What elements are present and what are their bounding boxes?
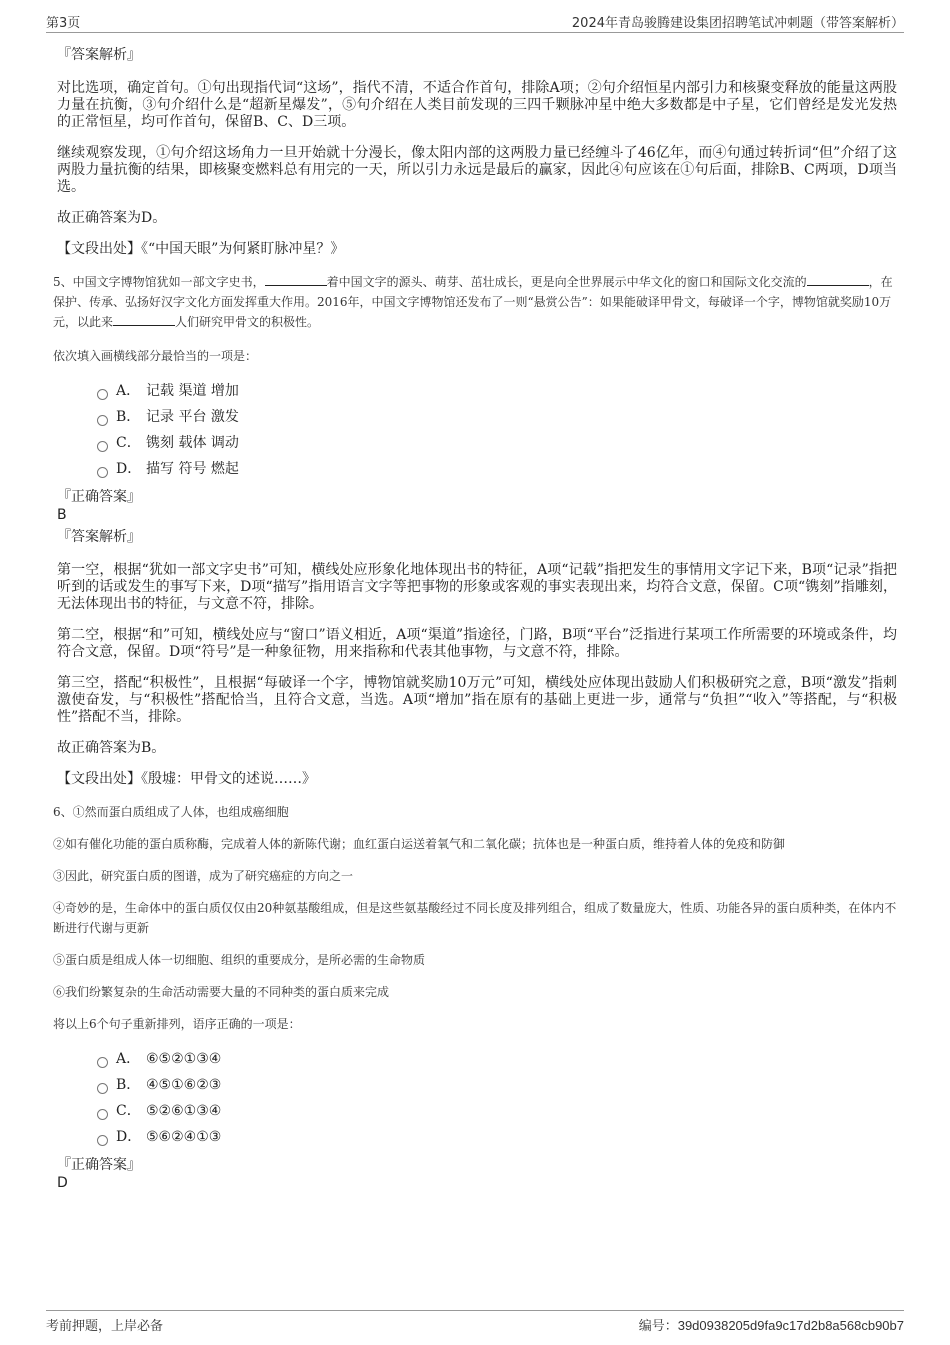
q5-analysis-heading: 『答案解析』 [57, 529, 141, 545]
q5-blank-2 [807, 273, 869, 286]
radio-icon[interactable] [97, 441, 108, 452]
footer-code [639, 1315, 904, 1334]
q5-instruction: 依次填入画横线部分最恰当的一项是： [53, 349, 258, 363]
radio-icon[interactable] [97, 389, 108, 400]
q5-analysis-paragraph-1: 第一空，根据“犹如一部文字史书”可知，横线处应形象化地体现出书的特征，A项“记载”指把发生的事情用文字记下来，B项“记录”指把听到的话或发生的事写下来，D项“描写”指用语言文字等把事物的形象或客观的事实表现出来，均符合文意，保留。C项“镌刻”指雕刻，无法体现出书的特征，与文意不符，排除。 [57, 562, 897, 612]
radio-icon[interactable] [97, 467, 108, 478]
radio-icon[interactable] [97, 415, 108, 426]
page-header [46, 12, 904, 33]
option-letter: C． [116, 1103, 141, 1119]
option-letter: D． [116, 1129, 142, 1145]
footer-code-label: 编号： [638, 1319, 678, 1334]
q4-source: 【文段出处】《“中国天眼”为何紧盯脉冲星？》 [57, 241, 345, 257]
q6-sentence-2: ②如有催化功能的蛋白质称酶，完成着人体的新陈代谢；血红蛋白运送着氧气和二氧化碳；抗体也是一种蛋白质，维持着人体的免疫和防御 [53, 837, 786, 851]
q5-stem-part-3: ，在保护、传承、弘扬好汉字文化方面发挥重大作用。2016年，中国文字博物馆还发布了一则“悬赏公告”：如果能破译甲骨文，每破译一个字，博物馆就奖励10万元，以此来 [53, 275, 893, 329]
q5-option-b[interactable] [97, 404, 897, 430]
q5-analysis-paragraph-3: 第三空，搭配“积极性”，且根据“每破译一个字，博物馆就奖励10万元”可知，横线处应体现出鼓励人们积极研究之意，B项“激发”指刺激使奋发，与“积极性”搭配恰当，且符合文意，当选。A项“增加”指在原有的基础上更进一步，通常与“负担”“收入”等搭配，与“积极性”搭配不当，排除。 [57, 675, 897, 725]
q5-analysis-paragraph-2: 第二空，根据“和”可知，横线处应与“窗口”语义相近，A项“渠道”指途径，门路，B项“平台”泛指进行某项工作所需要的环境或条件，均符合文意，保留。D项“符号”是一种象征物，用来指称和代表其他事物，与文意不符，排除。 [57, 627, 897, 660]
q6-sentence-5: ⑤蛋白质是组成人体一切细胞、组织的重要成分，是所必需的生命物质 [53, 953, 426, 967]
q6-answer-heading: 『正确答案』 [57, 1157, 141, 1173]
q5-option-c[interactable] [97, 430, 897, 456]
q5-stem-part-4: 人们研究甲骨文的积极性。 [175, 315, 320, 329]
page-footer [46, 1310, 904, 1333]
option-text: ⑤②⑥①③④ [146, 1103, 222, 1119]
q6-option-c[interactable] [97, 1098, 897, 1124]
option-text: 描写 符号 燃起 [146, 461, 239, 477]
q6-option-d[interactable] [97, 1124, 897, 1150]
option-text: ④⑤①⑥②③ [146, 1077, 222, 1093]
q5-blank-1 [265, 273, 327, 286]
option-letter: B． [116, 409, 141, 425]
footer-code-value: 39d0938205d9fa9c17d2b8a568cb90b7 [677, 1318, 904, 1333]
option-letter: A． [116, 1051, 141, 1067]
q6-sentence-4: ④奇妙的是，生命体中的蛋白质仅仅由20种氨基酸组成，但是这些氨基酸经过不同长度及排列组合，组成了数量庞大，性质、功能各异的蛋白质种类，在体内不断进行代谢与更新 [53, 901, 897, 935]
radio-icon[interactable] [97, 1083, 108, 1094]
q6-instruction: 将以上6个句子重新排列，语序正确的一项是： [53, 1017, 301, 1031]
q5-option-d[interactable] [97, 456, 897, 482]
q6-option-a[interactable] [97, 1046, 897, 1072]
page-number: 第3页 [46, 16, 81, 31]
option-letter: A． [116, 383, 141, 399]
option-text: 记录 平台 激发 [146, 409, 239, 425]
option-letter: B． [116, 1077, 141, 1093]
main-content [53, 46, 897, 1196]
option-letter: D． [116, 461, 142, 477]
radio-icon[interactable] [97, 1057, 108, 1068]
option-text: ⑤⑥②④①③ [146, 1129, 222, 1145]
q6-sentence-6: ⑥我们纷繁复杂的生命活动需要大量的不同种类的蛋白质来完成 [53, 985, 390, 999]
q6-sentence-3: ③因此，研究蛋白质的图谱，成为了研究癌症的方向之一 [53, 869, 354, 883]
q5-options [97, 378, 897, 482]
option-text: 镌刻 载体 调动 [146, 435, 239, 451]
radio-icon[interactable] [97, 1135, 108, 1146]
q6-options [97, 1046, 897, 1150]
q5-option-a[interactable] [97, 378, 897, 404]
q5-conclusion: 故正确答案为B。 [57, 740, 166, 756]
q5-stem-part-1: 5、中国文字博物馆犹如一部文字史书， [53, 275, 265, 289]
option-text: 记载 渠道 增加 [146, 383, 239, 399]
q5-stem [53, 272, 897, 332]
document-title: 2024年青岛骏腾建设集团招聘笔试冲刺题（带答案解析） [571, 16, 904, 31]
radio-icon[interactable] [97, 1109, 108, 1120]
q5-answer: B [57, 507, 67, 523]
footer-slogan: 考前押题，上岸必备 [46, 1319, 164, 1334]
q5-source: 【文段出处】《殷墟：甲骨文的述说……》 [57, 771, 316, 787]
q5-answer-heading: 『正确答案』 [57, 489, 141, 505]
q5-blank-3 [113, 313, 175, 326]
q6-option-b[interactable] [97, 1072, 897, 1098]
q6-sentence-1: 6、①然而蛋白质组成了人体，也组成癌细胞 [53, 805, 289, 819]
q4-analysis-paragraph-1: 对比选项，确定首句。①句出现指代词“这场”，指代不清，不适合作首句，排除A项；②句介绍恒星内部引力和核聚变释放的能量这两股力量在抗衡，③句介绍什么是“超新星爆发”，⑤句介绍在人类目前发现的三四千颗脉冲星中绝大多数都是中子星，它们曾经是发光发热的正常恒星，均可作首句，保留B、C、D三项。 [57, 80, 897, 130]
q4-conclusion: 故正确答案为D。 [57, 210, 167, 226]
q6-answer: D [57, 1175, 68, 1191]
option-text: ⑥⑤②①③④ [146, 1051, 222, 1067]
q4-analysis-heading: 『答案解析』 [57, 47, 141, 63]
option-letter: C． [116, 435, 141, 451]
q5-stem-part-2: 着中国文字的源头、萌芽、茁壮成长，更是向全世界展示中华文化的窗口和国际文化交流的 [326, 275, 807, 289]
q4-analysis-paragraph-2: 继续观察发现，①句介绍这场角力一旦开始就十分漫长，像太阳内部的这两股力量已经缠斗了46亿年，而④句通过转折词“但”介绍了这两股力量抗衡的结果，即核聚变燃料总有用完的一天，所以引力永远是最后的赢家，因此④句应该在①句后面，排除B、C两项，D项当选。 [57, 145, 897, 195]
